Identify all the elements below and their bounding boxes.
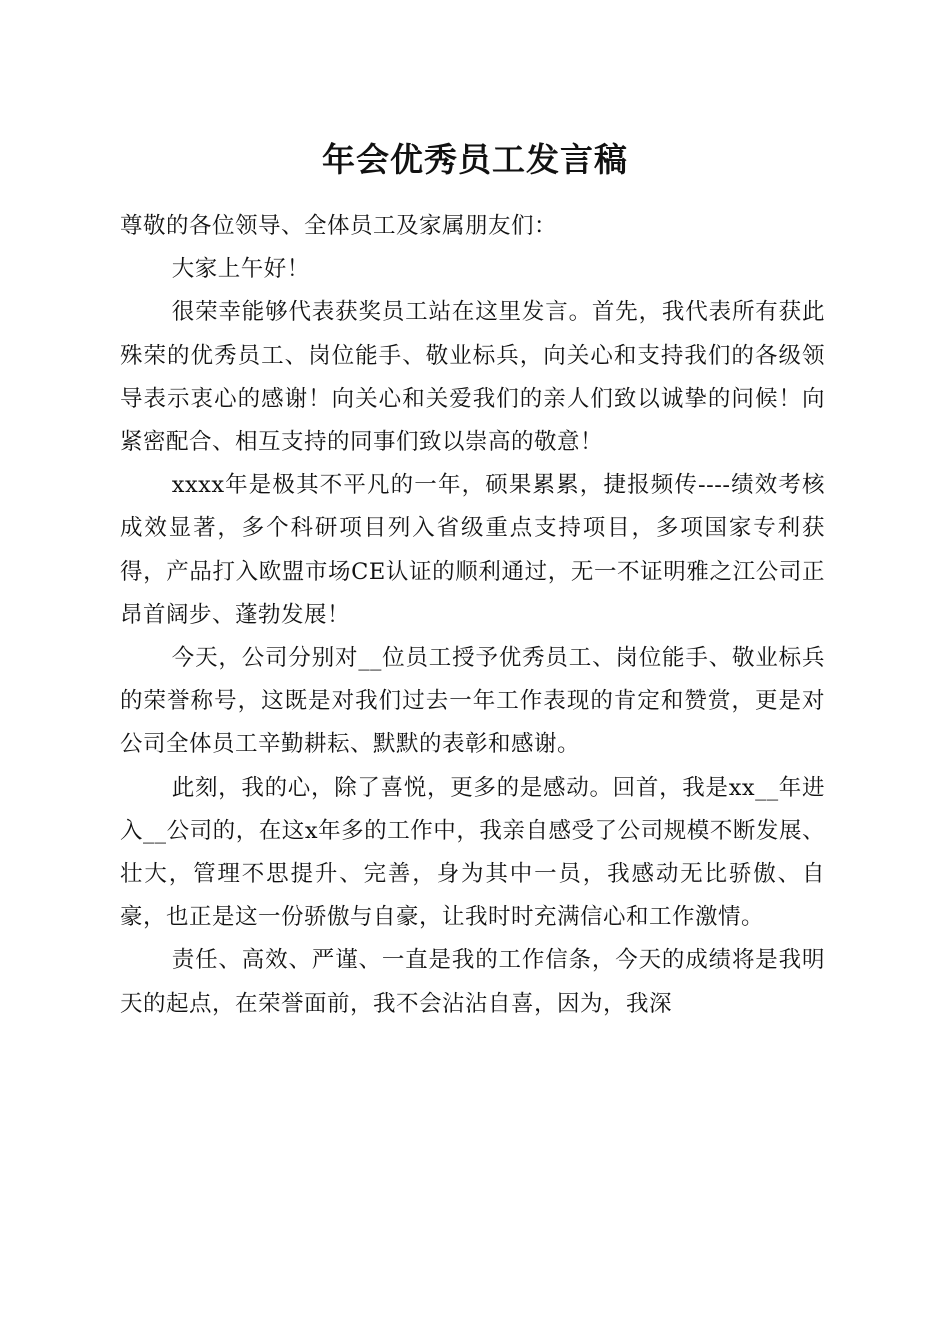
document-body: [120, 205, 825, 1026]
paragraph: 此刻，我的心，除了喜悦，更多的是感动。回首，我是xx__年进入__公司的，在这x年多的工作中，我亲自感受了公司规模不断发展、壮大，管理不思提升、完善，身为其中一员，我感动无比骄傲、自豪，也正是这一份骄傲与自豪，让我时时充满信心和工作激情。: [120, 774, 825, 931]
paragraph: 很荣幸能够代表获奖员工站在这里发言。首先，我代表所有获此殊荣的优秀员工、岗位能手、敬业标兵，向关心和支持我们的各级领导表示衷心的感谢！向关心和关爱我们的亲人们致以诚挚的问候！向紧密配合、相互支持的同事们致以崇高的敬意！: [120, 299, 825, 456]
document-title: 年会优秀员工发言稿: [322, 140, 628, 179]
paragraph: xxxx年是极其不平凡的一年，硕果累累，捷报频传----绩效考核成效显著，多个科研项目列入省级重点支持项目，多项国家专利获得，产品打入欧盟市场CE认证的顺利通过，无一不证明雅之江公司正昂首阔步、蓬勃发展！: [120, 472, 825, 628]
greeting-line: 大家上午好！: [171, 256, 310, 283]
salutation-line: 尊敬的各位领导、全体员工及家属朋友们：: [120, 213, 558, 239]
paragraph: 责任、高效、严谨、一直是我的工作信条，今天的成绩将是我明天的起点，在荣誉面前，我不会沾沾自喜，因为，我深: [120, 947, 825, 1017]
paragraph: 今天，公司分别对__位员工授予优秀员工、岗位能手、敬业标兵的荣誉称号，这既是对我们过去一年工作表现的肯定和赞赏，更是对公司全体员工辛勤耕耘、默默的表彰和感谢。: [120, 645, 825, 758]
